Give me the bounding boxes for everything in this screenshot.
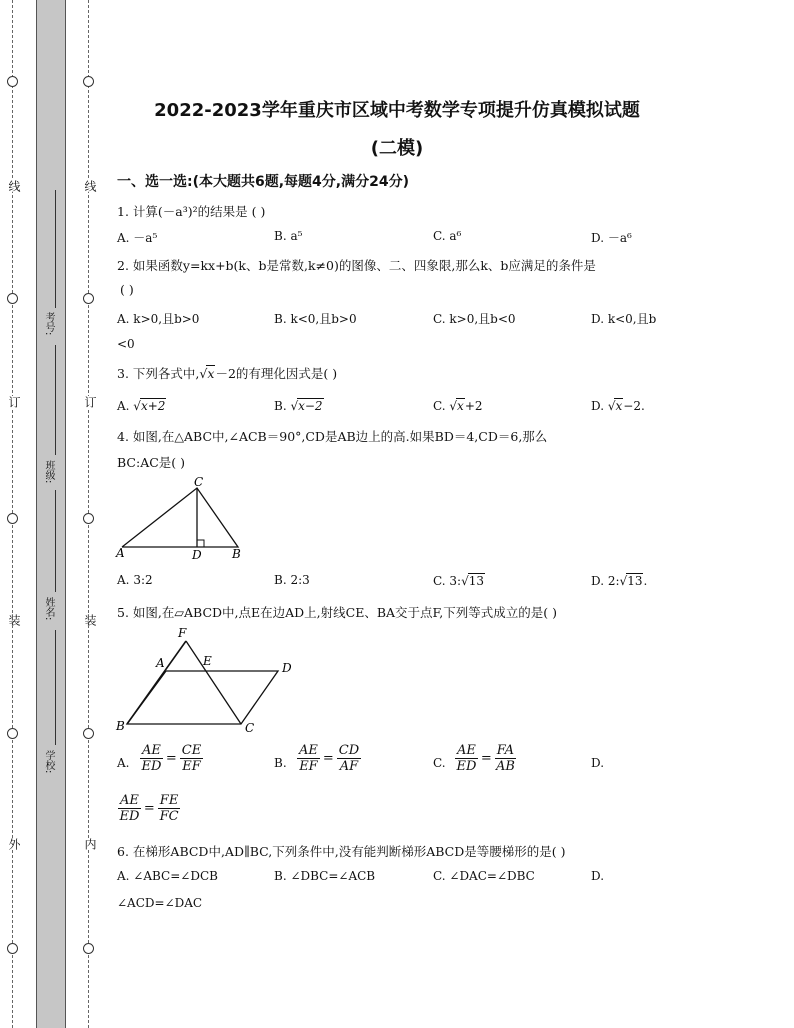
q2-option-b[interactable]: B. k<0,且b>0 [274, 312, 357, 326]
q4-option-b[interactable]: B. 2:3 [274, 573, 310, 587]
hole-circle [7, 728, 18, 739]
q1-option-b[interactable]: B. a⁵ [274, 229, 303, 243]
q5-option-c-label[interactable]: C. [433, 756, 446, 770]
q2-option-d[interactable]: D. k<0,且b [591, 312, 657, 326]
page-subtitle: (二模) [370, 138, 424, 159]
class-label: 班级: [43, 460, 54, 484]
q4-option-c[interactable]: C. 3:√13 [433, 574, 485, 588]
label-b: B [116, 719, 125, 733]
question-2-answer-paren: ( ) [120, 282, 134, 297]
q2-option-a[interactable]: A. k>0,且b>0 [117, 312, 200, 326]
question-3-stem: 3. 下列各式中,√x－2的有理化因式是( ) [117, 366, 338, 381]
question-6-stem: 6. 在梯形ABCD中,AD∥BC,下列条件中,没有能判断梯形ABCD是等腰梯形的是( ) [117, 844, 566, 859]
q3-option-b[interactable]: B. √x−2 [274, 399, 323, 413]
label-c: C [245, 721, 255, 735]
question-4-stem: 4. 如图,在△ABC中,∠ACB＝90°,CD是AB边上的高.如果BD＝4,CD＝6,那么 [117, 429, 548, 444]
q5-option-d-equation[interactable]: $\frac{AE}{ED}$ = $\frac{FE}{FC}$ [119, 793, 179, 824]
margin-label-xian: 线 [7, 180, 21, 192]
school-blank[interactable] [55, 630, 56, 745]
q5-option-a-equation[interactable]: $\frac{AE}{ED}$ = $\frac{CE}{EF}$ [141, 743, 202, 774]
q3-option-d[interactable]: D. √x−2. [591, 399, 645, 413]
page-title: 2022-2023学年重庆市区域中考数学专项提升仿真模拟试题 [154, 100, 640, 121]
name-label: 姓名: [43, 597, 54, 621]
question-5-stem: 5. 如图,在▱ABCD中,点E在边AD上,射线CE、BA交于点F,下列等式成立的是( ) [117, 605, 557, 620]
margin-label-zhuang: 装 [83, 614, 97, 626]
q6-option-c[interactable]: C. ∠DAC=∠DBC [433, 869, 535, 883]
q5-option-d-label[interactable]: D. [591, 756, 605, 770]
q3-option-c[interactable]: C. √x+2 [433, 399, 483, 413]
class-blank[interactable] [55, 345, 56, 455]
q6-option-d[interactable]: D. [591, 869, 605, 883]
parallelogram-figure [110, 624, 302, 736]
label-c: C [194, 475, 204, 489]
hole-circle [83, 728, 94, 739]
q3-option-a[interactable]: A. √x+2 [117, 399, 166, 413]
label-b: B [232, 547, 241, 561]
label-d: D [282, 661, 292, 675]
label-a: A [116, 546, 125, 560]
margin-label-xian: 线 [83, 180, 97, 192]
hole-circle [7, 76, 18, 87]
q4-option-d[interactable]: D. 2:√13. [591, 574, 648, 588]
margin-label-nei: 内 [83, 838, 97, 850]
hole-circle [7, 513, 18, 524]
q5-option-a-label[interactable]: A. [117, 756, 130, 770]
q5-option-c-equation[interactable]: $\frac{AE}{ED}$ = $\frac{FA}{AB}$ [456, 743, 515, 774]
q5-option-b-equation[interactable]: $\frac{AE}{EF}$ = $\frac{CD}{AF}$ [299, 743, 360, 774]
q1-option-d[interactable]: D. －a⁶ [591, 231, 632, 245]
label-a: A [156, 656, 165, 670]
q6-option-a[interactable]: A. ∠ABC=∠DCB [117, 869, 218, 883]
question-2-stem: 2. 如果函数y=kx+b(k、b是常数,k≠0)的图像、二、四象限,那么k、b应满足的条件是 [117, 258, 596, 273]
hole-circle [7, 943, 18, 954]
margin-label-zhuang: 装 [7, 614, 21, 626]
q6-option-b[interactable]: B. ∠DBC=∠ACB [274, 869, 376, 883]
margin-label-wai: 外 [7, 838, 21, 850]
q1-option-c[interactable]: C. a⁶ [433, 229, 462, 243]
label-e: E [203, 654, 212, 668]
school-label: 学校: [43, 750, 54, 774]
hole-circle [83, 943, 94, 954]
hole-circle [7, 293, 18, 304]
name-blank[interactable] [55, 490, 56, 592]
q5-option-b-label[interactable]: B. [274, 756, 287, 770]
exam-number-label: 考号: [43, 312, 54, 336]
question-4-stem-continued: BC:AC是( ) [117, 455, 186, 470]
q1-option-a[interactable]: A. －a⁵ [117, 231, 158, 245]
hole-circle [83, 513, 94, 524]
q2-option-c[interactable]: C. k>0,且b<0 [433, 312, 516, 326]
question-1-stem: 1. 计算(－a³)²的结果是 ( ) [117, 204, 266, 219]
hole-circle [83, 76, 94, 87]
q4-option-a[interactable]: A. 3:2 [117, 573, 153, 587]
margin-label-ding: 订 [7, 396, 21, 408]
exam-number-blank[interactable] [55, 190, 56, 308]
q2-option-d-continued: <0 [117, 337, 135, 351]
label-d: D [192, 548, 202, 562]
hole-circle [83, 293, 94, 304]
section-heading: 一、选一选:(本大题共6题,每题4分,满分24分) [117, 174, 409, 190]
label-f: F [178, 626, 187, 640]
q6-option-d-continued: ∠ACD=∠DAC [117, 896, 203, 910]
triangle-figure [112, 474, 262, 562]
margin-label-ding: 订 [83, 396, 97, 408]
